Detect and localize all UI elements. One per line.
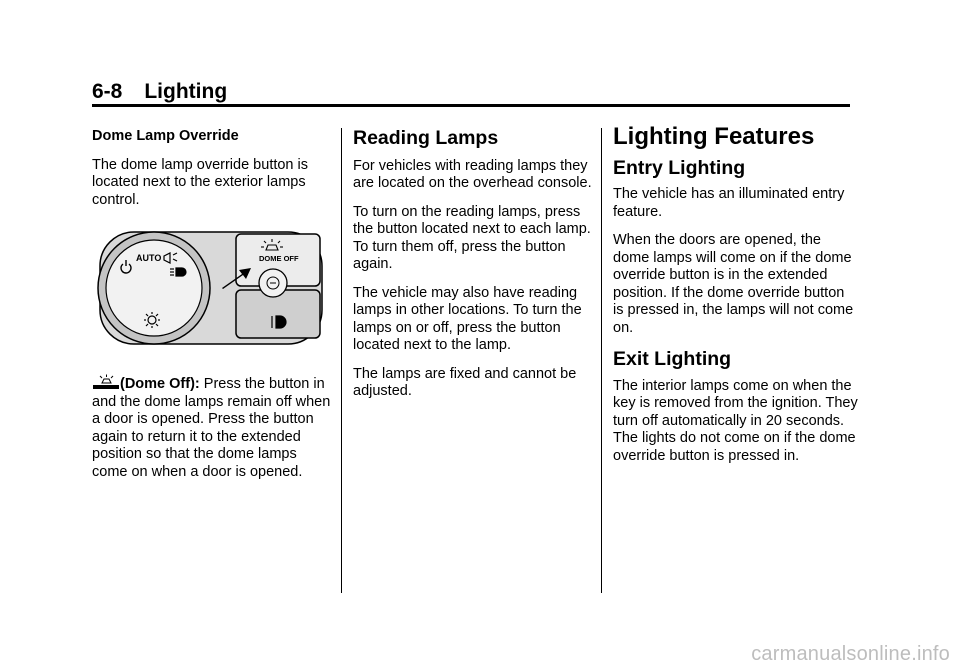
exit-lighting-paragraph: The interior lamps come on when the key is removed from the ignition. They turn off automatically in 20 seconds. The lights do not come on if the dome override button is pressed in. xyxy=(613,377,858,464)
page-number: 6-8 xyxy=(92,80,123,103)
entry-lighting-paragraph: When the doors are opened, the dome lamps will come on if the dome override button is in the extended position. If the dome override button is pressed in, the lamps will not come on. xyxy=(613,232,854,336)
fog-lamp-button-panel xyxy=(236,290,320,338)
section-title: Lighting xyxy=(144,80,228,103)
headlamp-control-illustration xyxy=(96,228,324,348)
dome-off-text: Press the button in and the dome lamps remain off when a door is opened. Press the button again to return it to the extended position so that the dome lamps come on when a door is opened. xyxy=(92,376,331,480)
page-header xyxy=(92,80,227,104)
exit-lighting-heading: Exit Lighting xyxy=(613,348,732,370)
watermark: carmanualsonline.info xyxy=(751,643,950,665)
lighting-features-heading: Lighting Features xyxy=(613,123,815,150)
reading-lamps-paragraph: For vehicles with reading lamps they are located on the overhead console. xyxy=(353,157,592,191)
headlamp-icon xyxy=(170,268,186,276)
header-rule xyxy=(92,104,850,107)
dome-override-heading: Dome Lamp Override xyxy=(92,128,239,144)
reading-lamps-paragraph: The lamps are fixed and cannot be adjusted. xyxy=(353,365,577,399)
reading-lamps-paragraph: To turn on the reading lamps, press the button located next to each lamp. To turn them off, press the button again. xyxy=(353,203,591,272)
column-dome-override xyxy=(92,128,332,220)
dome-off-description xyxy=(92,374,332,492)
dome-off-icon xyxy=(92,374,120,390)
column-reading-lamps xyxy=(353,127,593,412)
dome-off-term: (Dome Off): xyxy=(120,376,200,392)
dome-off-label: DOME OFF xyxy=(259,254,299,263)
column-divider-1 xyxy=(341,128,342,593)
reading-lamps-paragraph: The vehicle may also have reading lamps in other locations. To turn the lamps on or off, press the button located next to the lamp. xyxy=(353,284,582,353)
entry-lighting-heading: Entry Lighting xyxy=(613,156,746,179)
column-lighting-features xyxy=(613,123,858,476)
reading-lamps-heading: Reading Lamps xyxy=(353,127,499,149)
column-divider-2 xyxy=(601,128,602,593)
dome-override-intro: The dome lamp override button is located next to the exterior lamps control. xyxy=(92,156,308,208)
entry-lighting-paragraph: The vehicle has an illuminated entry feature. xyxy=(613,186,845,220)
auto-label: AUTO xyxy=(136,253,162,263)
